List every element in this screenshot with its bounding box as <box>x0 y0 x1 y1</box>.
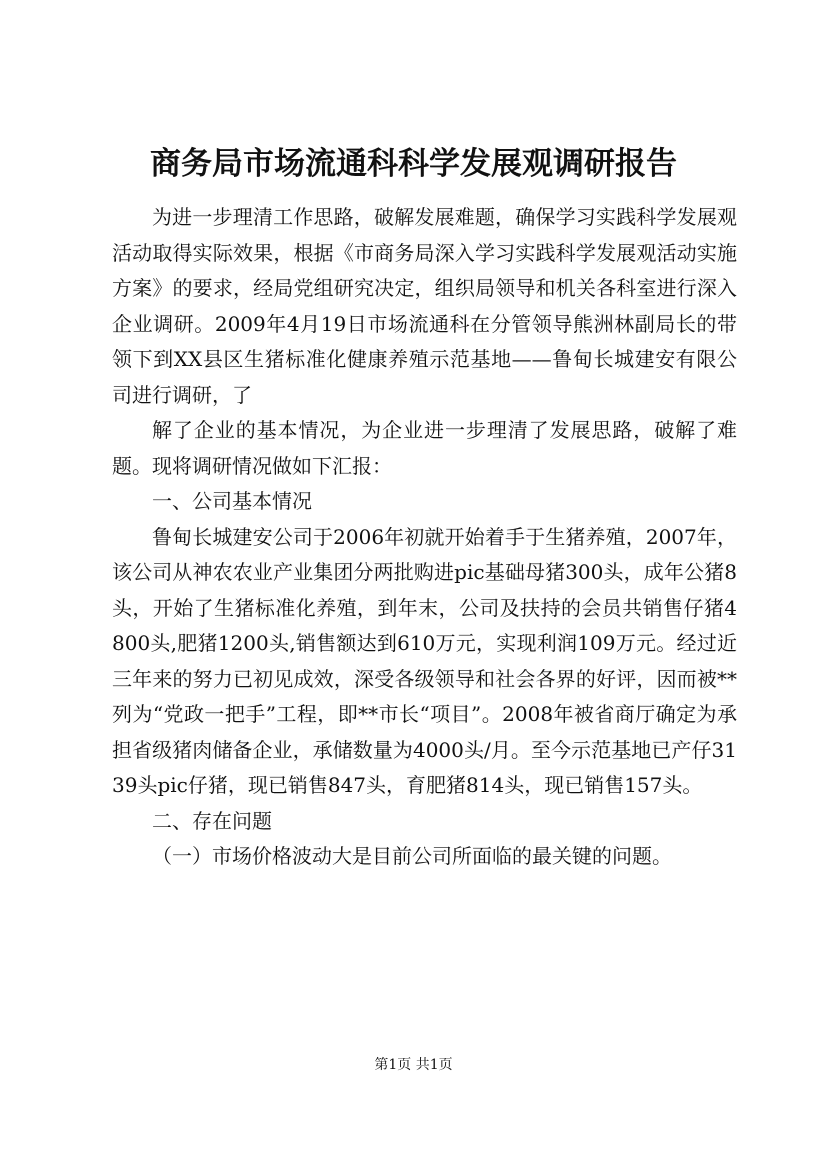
section-heading-company-overview: 一、公司基本情况 <box>152 489 312 513</box>
document-title: 商务局市场流通科科学发展观调研报告 <box>150 146 677 182</box>
paragraph-problem-one: （一）市场价格波动大是目前公司所面临的最关键的问题。 <box>152 844 672 868</box>
paragraph-intro: 为进一步理清工作思路，破解发展难题，确保学习实践科学发展观活动取得实际效果，根据《市商务局深入学习实践科学发展观活动实施方案》的要求，经局党组研究决定，组织局领导和机关各科室进行深入企业调研。2009年4月19日市场流通科在分管领导熊洲林副局长的带领下到XX县区生猪标准化健康养殖示范基地——鲁甸长城建安有限公司进行调研，了 <box>112 205 737 407</box>
paragraph-continuation: 解了企业的基本情况，为企业进一步理清了发展思路，破解了难题。现将调研情况做如下汇报： <box>112 418 737 478</box>
page-number-footer: 第1页 共1页 <box>374 1057 453 1073</box>
section-heading-problems: 二、存在问题 <box>152 808 272 833</box>
document-body <box>112 200 737 875</box>
paragraph-company-overview: 鲁甸长城建安公司于2006年初就开始着手于生猪养殖，2007年，该公司从神农农业产业集团分两批购进pic基础母猪300头，成年公猪8头，开始了生猪标准化养殖，到年末，公司及扶持的会员共销售仔猪4800头,肥猪1200头,销售额达到610万元，实现利润109万元。经过近三年来的努力已初见成效，深受各级领导和社会各界的好评，因而被**列为“党政一把手”工程，即**市长“项目”。2008年被省商厅确定为承担省级猪肉储备企业，承储数量为4000头/月。至今示范基地已产仔3139头pic仔猪，现已销售847头，育肥猪814头，现已销售157头。 <box>112 524 737 797</box>
